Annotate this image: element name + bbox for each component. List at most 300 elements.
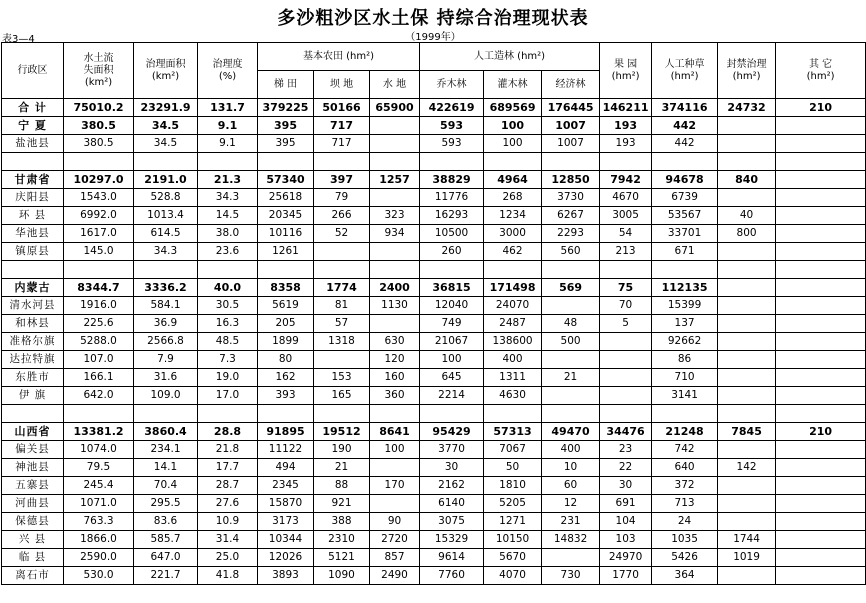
value-cell: 3336.2 xyxy=(134,279,198,297)
value-cell xyxy=(776,225,866,243)
table-row xyxy=(2,153,866,171)
table-row xyxy=(2,171,866,189)
value-cell: 160 xyxy=(370,369,420,387)
value-cell: 153 xyxy=(314,369,370,387)
value-cell: 642.0 xyxy=(64,387,134,405)
value-cell: 34.5 xyxy=(134,117,198,135)
value-cell: 10.9 xyxy=(198,513,258,531)
value-cell: 379225 xyxy=(258,99,314,117)
region-name-cell: 镇原县 xyxy=(2,243,64,261)
value-cell xyxy=(776,189,866,207)
empty-cell xyxy=(484,405,542,423)
value-cell xyxy=(776,459,866,477)
value-cell: 4670 xyxy=(600,189,652,207)
value-cell: 1074.0 xyxy=(64,441,134,459)
table-row xyxy=(2,243,866,261)
value-cell: 8344.7 xyxy=(64,279,134,297)
value-cell: 388 xyxy=(314,513,370,531)
table-body xyxy=(2,99,866,585)
value-cell: 24 xyxy=(652,513,718,531)
table-row xyxy=(2,315,866,333)
value-cell: 2191.0 xyxy=(134,171,198,189)
value-cell: 50166 xyxy=(314,99,370,117)
value-cell xyxy=(776,369,866,387)
value-cell: 193 xyxy=(600,135,652,153)
value-cell xyxy=(600,387,652,405)
value-cell: 30.5 xyxy=(198,297,258,315)
value-cell: 12850 xyxy=(542,171,600,189)
value-cell: 104 xyxy=(600,513,652,531)
value-cell: 260 xyxy=(420,243,484,261)
value-cell xyxy=(776,117,866,135)
value-cell: 213 xyxy=(600,243,652,261)
value-cell xyxy=(718,495,776,513)
value-cell: 57 xyxy=(314,315,370,333)
empty-cell xyxy=(314,261,370,279)
value-cell: 6140 xyxy=(420,495,484,513)
value-cell: 28.8 xyxy=(198,423,258,441)
value-cell: 2400 xyxy=(370,279,420,297)
empty-cell xyxy=(370,405,420,423)
value-cell: 2590.0 xyxy=(64,549,134,567)
value-cell: 380.5 xyxy=(64,135,134,153)
value-cell: 1007 xyxy=(542,135,600,153)
value-cell xyxy=(370,459,420,477)
region-name-cell: 环 县 xyxy=(2,207,64,225)
empty-cell xyxy=(370,153,420,171)
region-name-cell: 偏关县 xyxy=(2,441,64,459)
value-cell: 81 xyxy=(314,297,370,315)
value-cell: 50 xyxy=(484,459,542,477)
value-cell: 14832 xyxy=(542,531,600,549)
value-cell: 3860.4 xyxy=(134,423,198,441)
region-name-cell: 华池县 xyxy=(2,225,64,243)
empty-cell xyxy=(198,153,258,171)
value-cell: 1130 xyxy=(370,297,420,315)
header-terrace: 梯 田 xyxy=(258,71,314,99)
value-cell: 10150 xyxy=(484,531,542,549)
value-cell: 857 xyxy=(370,549,420,567)
value-cell: 2214 xyxy=(420,387,484,405)
value-cell: 21 xyxy=(542,369,600,387)
value-cell: 1810 xyxy=(484,477,542,495)
table-row xyxy=(2,117,866,135)
value-cell xyxy=(718,333,776,351)
table-row xyxy=(2,513,866,531)
value-cell: 5121 xyxy=(314,549,370,567)
value-cell: 60 xyxy=(542,477,600,495)
value-cell: 4964 xyxy=(484,171,542,189)
value-cell: 1019 xyxy=(718,549,776,567)
value-cell: 100 xyxy=(484,135,542,153)
value-cell: 671 xyxy=(652,243,718,261)
value-cell xyxy=(718,477,776,495)
empty-cell xyxy=(2,153,64,171)
value-cell: 109.0 xyxy=(134,387,198,405)
empty-cell xyxy=(420,153,484,171)
empty-cell xyxy=(314,153,370,171)
empty-cell xyxy=(484,153,542,171)
value-cell xyxy=(370,495,420,513)
value-cell: 28.7 xyxy=(198,477,258,495)
value-cell xyxy=(600,333,652,351)
value-cell: 840 xyxy=(718,171,776,189)
value-cell: 3893 xyxy=(258,567,314,585)
value-cell xyxy=(718,387,776,405)
region-name-cell: 甘肃省 xyxy=(2,171,64,189)
table-row xyxy=(2,207,866,225)
value-cell: 33701 xyxy=(652,225,718,243)
empty-cell xyxy=(258,261,314,279)
value-cell: 295.5 xyxy=(134,495,198,513)
value-cell: 5670 xyxy=(484,549,542,567)
value-cell: 34.5 xyxy=(134,135,198,153)
empty-cell xyxy=(542,153,600,171)
value-cell: 3173 xyxy=(258,513,314,531)
value-cell: 21067 xyxy=(420,333,484,351)
value-cell xyxy=(542,549,600,567)
region-name-cell: 宁 夏 xyxy=(2,117,64,135)
value-cell: 107.0 xyxy=(64,351,134,369)
value-cell: 21.3 xyxy=(198,171,258,189)
value-cell xyxy=(776,567,866,585)
empty-cell xyxy=(600,153,652,171)
header-economic: 经济林 xyxy=(542,71,600,99)
value-cell: 397 xyxy=(314,171,370,189)
value-cell: 1770 xyxy=(600,567,652,585)
empty-cell xyxy=(134,153,198,171)
empty-cell xyxy=(134,405,198,423)
value-cell: 21248 xyxy=(652,423,718,441)
value-cell: 5619 xyxy=(258,297,314,315)
value-cell xyxy=(600,351,652,369)
header-treated-area: 治理面积 (km²) xyxy=(134,43,198,99)
empty-cell xyxy=(652,405,718,423)
value-cell: 763.3 xyxy=(64,513,134,531)
value-cell: 210 xyxy=(776,423,866,441)
table-row xyxy=(2,261,866,279)
value-cell xyxy=(776,531,866,549)
value-cell: 3000 xyxy=(484,225,542,243)
value-cell xyxy=(314,243,370,261)
value-cell: 360 xyxy=(370,387,420,405)
value-cell: 323 xyxy=(370,207,420,225)
value-cell: 7.9 xyxy=(134,351,198,369)
value-cell: 75010.2 xyxy=(64,99,134,117)
table-row xyxy=(2,423,866,441)
value-cell: 1866.0 xyxy=(64,531,134,549)
value-cell: 25.0 xyxy=(198,549,258,567)
empty-cell xyxy=(370,261,420,279)
table-number: 表3—4 xyxy=(2,34,35,45)
value-cell: 1744 xyxy=(718,531,776,549)
value-cell: 1774 xyxy=(314,279,370,297)
value-cell: 27.6 xyxy=(198,495,258,513)
value-cell: 2487 xyxy=(484,315,542,333)
table-row xyxy=(2,405,866,423)
value-cell: 112135 xyxy=(652,279,718,297)
value-cell xyxy=(776,549,866,567)
empty-cell xyxy=(776,405,866,423)
value-cell: 14.1 xyxy=(134,459,198,477)
value-cell: 100 xyxy=(420,351,484,369)
region-name-cell: 东胜市 xyxy=(2,369,64,387)
value-cell: 170 xyxy=(370,477,420,495)
value-cell: 442 xyxy=(652,117,718,135)
value-cell: 3730 xyxy=(542,189,600,207)
empty-cell xyxy=(258,153,314,171)
empty-cell xyxy=(134,261,198,279)
table-row xyxy=(2,495,866,513)
value-cell: 23291.9 xyxy=(134,99,198,117)
empty-cell xyxy=(484,261,542,279)
value-cell: 3141 xyxy=(652,387,718,405)
header-degree: 治理度 (%) xyxy=(198,43,258,99)
value-cell xyxy=(718,315,776,333)
table-row xyxy=(2,333,866,351)
value-cell: 9.1 xyxy=(198,135,258,153)
value-cell: 364 xyxy=(652,567,718,585)
page-title: 多沙粗沙区水土保 持综合治理现状表 xyxy=(277,8,589,29)
value-cell: 205 xyxy=(258,315,314,333)
value-cell: 36815 xyxy=(420,279,484,297)
value-cell: 86 xyxy=(652,351,718,369)
value-cell: 528.8 xyxy=(134,189,198,207)
value-cell: 38829 xyxy=(420,171,484,189)
value-cell: 24970 xyxy=(600,549,652,567)
value-cell: 162 xyxy=(258,369,314,387)
value-cell: 41.8 xyxy=(198,567,258,585)
table-row xyxy=(2,459,866,477)
value-cell xyxy=(776,495,866,513)
value-cell: 7845 xyxy=(718,423,776,441)
value-cell: 100 xyxy=(484,117,542,135)
empty-cell xyxy=(542,405,600,423)
value-cell: 1257 xyxy=(370,171,420,189)
region-name-cell: 准格尔旗 xyxy=(2,333,64,351)
value-cell: 65900 xyxy=(370,99,420,117)
value-cell: 380.5 xyxy=(64,117,134,135)
table-row xyxy=(2,531,866,549)
value-cell xyxy=(542,387,600,405)
empty-cell xyxy=(652,153,718,171)
value-cell: 171498 xyxy=(484,279,542,297)
value-cell: 12 xyxy=(542,495,600,513)
table-row xyxy=(2,351,866,369)
value-cell: 131.7 xyxy=(198,99,258,117)
value-cell xyxy=(776,477,866,495)
value-cell: 5205 xyxy=(484,495,542,513)
value-cell: 16.3 xyxy=(198,315,258,333)
value-cell: 34476 xyxy=(600,423,652,441)
value-cell: 400 xyxy=(542,441,600,459)
table-row xyxy=(2,441,866,459)
value-cell: 142 xyxy=(718,459,776,477)
region-name-cell: 山西省 xyxy=(2,423,64,441)
value-cell: 395 xyxy=(258,135,314,153)
table-row xyxy=(2,99,866,117)
value-cell: 374116 xyxy=(652,99,718,117)
value-cell xyxy=(542,351,600,369)
value-cell: 138600 xyxy=(484,333,542,351)
value-cell: 3005 xyxy=(600,207,652,225)
value-cell: 231 xyxy=(542,513,600,531)
region-name-cell: 和林县 xyxy=(2,315,64,333)
value-cell xyxy=(776,387,866,405)
value-cell xyxy=(776,333,866,351)
value-cell: 120 xyxy=(370,351,420,369)
value-cell: 30 xyxy=(600,477,652,495)
value-cell: 7942 xyxy=(600,171,652,189)
value-cell: 34.3 xyxy=(134,243,198,261)
region-name-cell: 内蒙古 xyxy=(2,279,64,297)
value-cell: 7067 xyxy=(484,441,542,459)
value-cell xyxy=(718,351,776,369)
value-cell: 1035 xyxy=(652,531,718,549)
empty-cell xyxy=(64,261,134,279)
value-cell: 80 xyxy=(258,351,314,369)
value-cell: 5288.0 xyxy=(64,333,134,351)
value-cell: 52 xyxy=(314,225,370,243)
value-cell: 717 xyxy=(314,135,370,153)
value-cell: 31.6 xyxy=(134,369,198,387)
value-cell xyxy=(370,189,420,207)
value-cell: 8641 xyxy=(370,423,420,441)
region-name-cell: 合 计 xyxy=(2,99,64,117)
value-cell: 393 xyxy=(258,387,314,405)
value-cell: 2345 xyxy=(258,477,314,495)
value-cell: 79.5 xyxy=(64,459,134,477)
value-cell: 494 xyxy=(258,459,314,477)
value-cell: 90 xyxy=(370,513,420,531)
value-cell: 5426 xyxy=(652,549,718,567)
value-cell: 6739 xyxy=(652,189,718,207)
value-cell xyxy=(370,135,420,153)
value-cell: 103 xyxy=(600,531,652,549)
value-cell xyxy=(776,441,866,459)
header-basic-farmland: 基本农田 (hm²) xyxy=(258,43,420,71)
value-cell: 614.5 xyxy=(134,225,198,243)
value-cell xyxy=(718,441,776,459)
region-name-cell: 保德县 xyxy=(2,513,64,531)
value-cell: 70 xyxy=(600,297,652,315)
empty-cell xyxy=(718,153,776,171)
value-cell: 10297.0 xyxy=(64,171,134,189)
header-other: 其 它 (hm²) xyxy=(776,43,866,99)
empty-cell xyxy=(718,261,776,279)
value-cell: 11122 xyxy=(258,441,314,459)
empty-cell xyxy=(420,261,484,279)
value-cell: 7760 xyxy=(420,567,484,585)
value-cell: 1234 xyxy=(484,207,542,225)
value-cell: 234.1 xyxy=(134,441,198,459)
value-cell: 210 xyxy=(776,99,866,117)
value-cell xyxy=(776,513,866,531)
value-cell: 34.3 xyxy=(198,189,258,207)
table-row xyxy=(2,549,866,567)
value-cell: 2310 xyxy=(314,531,370,549)
empty-cell xyxy=(198,405,258,423)
value-cell xyxy=(718,513,776,531)
region-name-cell: 离石市 xyxy=(2,567,64,585)
value-cell: 647.0 xyxy=(134,549,198,567)
value-cell: 17.0 xyxy=(198,387,258,405)
value-cell: 584.1 xyxy=(134,297,198,315)
value-cell: 137 xyxy=(652,315,718,333)
value-cell: 1271 xyxy=(484,513,542,531)
value-cell: 12040 xyxy=(420,297,484,315)
region-name-cell: 盐池县 xyxy=(2,135,64,153)
value-cell xyxy=(718,369,776,387)
value-cell xyxy=(600,369,652,387)
empty-cell xyxy=(64,153,134,171)
value-cell: 442 xyxy=(652,135,718,153)
value-cell: 92662 xyxy=(652,333,718,351)
value-cell: 146211 xyxy=(600,99,652,117)
value-cell: 176445 xyxy=(542,99,600,117)
value-cell: 710 xyxy=(652,369,718,387)
empty-cell xyxy=(420,405,484,423)
value-cell: 31.4 xyxy=(198,531,258,549)
value-cell: 7.3 xyxy=(198,351,258,369)
value-cell: 1543.0 xyxy=(64,189,134,207)
value-cell: 921 xyxy=(314,495,370,513)
value-cell: 1899 xyxy=(258,333,314,351)
value-cell: 2566.8 xyxy=(134,333,198,351)
value-cell xyxy=(542,297,600,315)
value-cell: 57340 xyxy=(258,171,314,189)
value-cell: 3075 xyxy=(420,513,484,531)
value-cell: 15870 xyxy=(258,495,314,513)
year-label: （1999年） xyxy=(405,32,461,43)
value-cell: 21.8 xyxy=(198,441,258,459)
value-cell: 4070 xyxy=(484,567,542,585)
value-cell: 221.7 xyxy=(134,567,198,585)
value-cell: 40 xyxy=(718,207,776,225)
value-cell: 422619 xyxy=(420,99,484,117)
value-cell: 83.6 xyxy=(134,513,198,531)
region-name-cell: 兴 县 xyxy=(2,531,64,549)
value-cell: 742 xyxy=(652,441,718,459)
value-cell: 749 xyxy=(420,315,484,333)
value-cell: 9.1 xyxy=(198,117,258,135)
region-name-cell: 临 县 xyxy=(2,549,64,567)
value-cell: 79 xyxy=(314,189,370,207)
value-cell: 88 xyxy=(314,477,370,495)
value-cell: 21 xyxy=(314,459,370,477)
value-cell: 25618 xyxy=(258,189,314,207)
data-table xyxy=(1,42,866,585)
value-cell: 630 xyxy=(370,333,420,351)
table-row xyxy=(2,189,866,207)
value-cell: 15329 xyxy=(420,531,484,549)
value-cell: 9614 xyxy=(420,549,484,567)
value-cell: 24732 xyxy=(718,99,776,117)
region-name-cell: 五寨县 xyxy=(2,477,64,495)
header-grass: 人工种草 (hm²) xyxy=(652,43,718,99)
value-cell: 15399 xyxy=(652,297,718,315)
value-cell xyxy=(718,117,776,135)
value-cell: 640 xyxy=(652,459,718,477)
value-cell: 1916.0 xyxy=(64,297,134,315)
value-cell: 691 xyxy=(600,495,652,513)
value-cell: 3770 xyxy=(420,441,484,459)
header-arbor: 乔木林 xyxy=(420,71,484,99)
table-row xyxy=(2,387,866,405)
value-cell: 2490 xyxy=(370,567,420,585)
value-cell: 22 xyxy=(600,459,652,477)
value-cell: 585.7 xyxy=(134,531,198,549)
